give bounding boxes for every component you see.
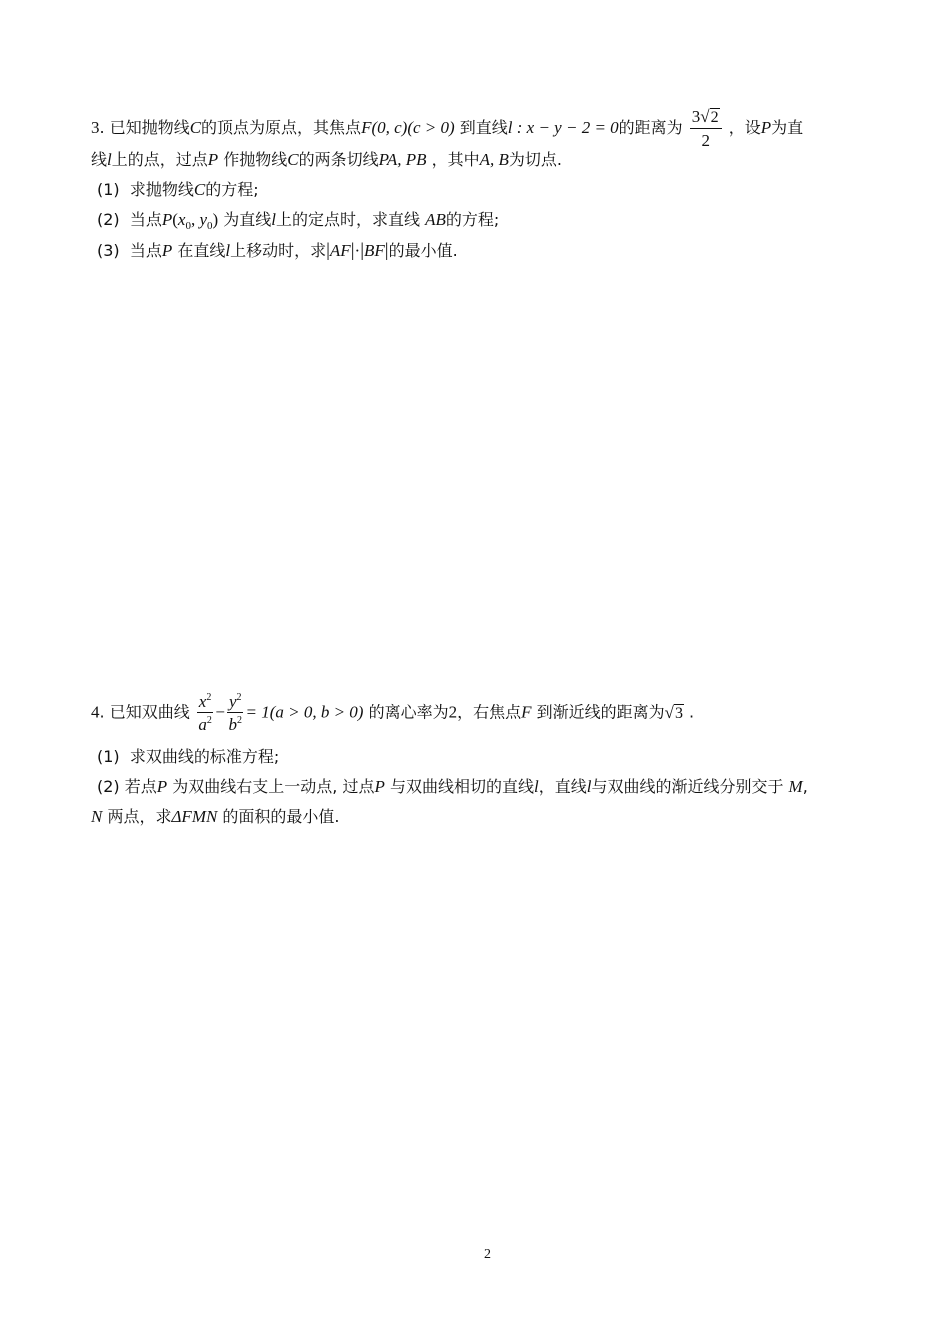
problem-3-part-2: (2) 当点$P(x_0$, $y_0$) 为直线l上的定点时，求直线 AB的方程; — [97, 210, 500, 232]
distance-fraction: $\frac{3√2}{2}$ — [690, 108, 722, 149]
problem-4-part-2-cont: N 两点，求ΔFMN 的面积的最小值. — [91, 807, 340, 826]
problem-4-line-1: 4. 已知双曲线 $\frac{x^2}{a^2}$ − $\frac{y^2}{b^2}$ = 1(a > 0, b > 0) 的离心率为2，右焦点F 到渐近线的距离为√3 . — [91, 692, 695, 734]
triangle-symbol: ΔFMN — [171, 807, 218, 826]
problem-number: 3 — [91, 118, 100, 137]
problem-3-part-1: (1) 求抛物线C的方程; — [97, 180, 259, 199]
problem-3-part-3: (3) 当点P 在直线l上移动时，求|AF|·|BF|的最小值. — [97, 240, 458, 261]
line-equation: l : x − y − 2 = 0 — [507, 118, 619, 137]
sqrt-icon: √2 — [700, 107, 719, 126]
problem-4-part-1: (1) 求双曲线的标准方程; — [97, 747, 280, 766]
page-number: 2 — [484, 1247, 491, 1262]
problem-3-line-1: 3. 已知抛物线C的顶点为原点，其焦点F(0, c)(c > 0) 到直线l : x − y − 2 = 0的距离为 $\frac{3√2}{2}$ ，设P为直 — [91, 107, 804, 150]
problem-number: 4 — [91, 702, 100, 722]
y-squared-over-b-squared: $\frac{y^2}{b^2}$ — [228, 692, 242, 734]
sqrt-icon: √3 — [664, 702, 683, 722]
problem-3-line-2: 线l上的点，过点P 作抛物线C的两条切线PA, PB ，其中A, B为切点. — [91, 150, 562, 169]
problem-4-part-2: (2) 若点P 为双曲线右支上一动点, 过点P 与双曲线相切的直线l，直线l与双曲线的渐近线分别交于 M, — [97, 777, 808, 796]
x-squared-over-a-squared: $\frac{x^2}{a^2}$ — [198, 692, 212, 734]
